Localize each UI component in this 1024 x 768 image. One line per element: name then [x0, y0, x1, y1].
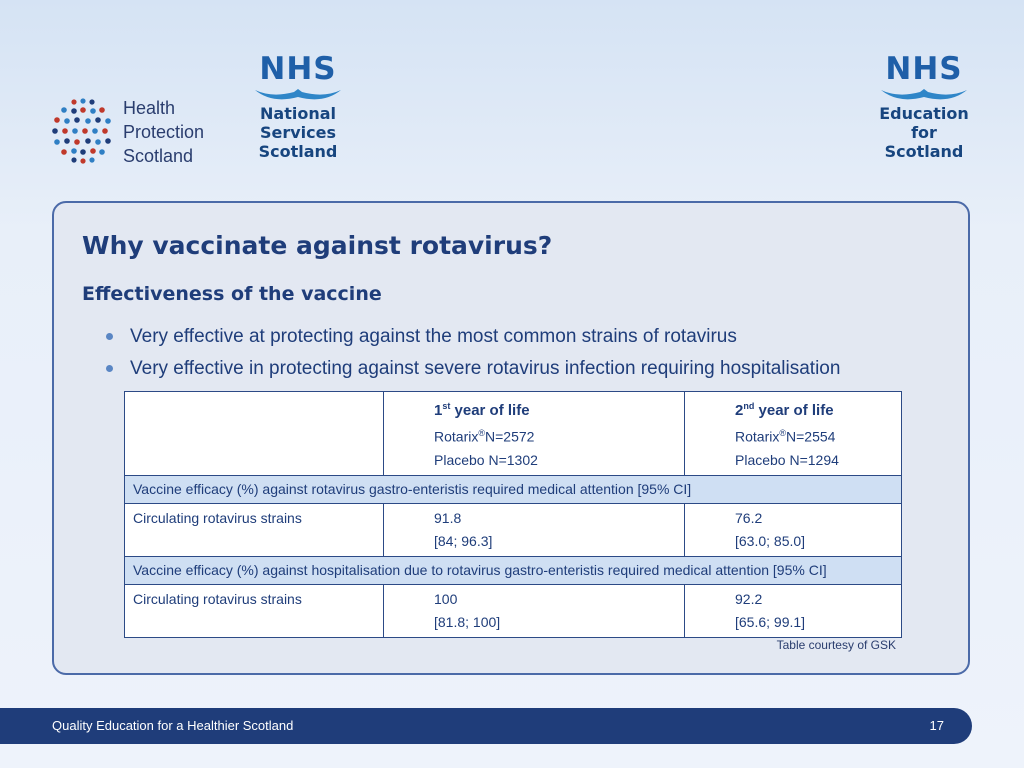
nss-line-1: National: [260, 104, 336, 123]
year-2-efficacy-cell: [685, 503, 902, 556]
bullet-list: [106, 321, 840, 385]
bullet-text: Very effective at protecting against the most common strains of rotavirus: [130, 326, 737, 347]
footer-tagline: Quality Education for a Healthier Scotland: [52, 718, 294, 733]
year-1-label: 1st year of life: [434, 401, 530, 419]
nhs-education-for-scotland-logo: [872, 52, 976, 161]
table-header-row: [125, 392, 902, 476]
nss-line-3: Scotland: [258, 142, 338, 161]
nhs-swoosh-icon: [878, 86, 970, 104]
bullet-item: [106, 321, 840, 353]
slide-subtitle: Effectiveness of the vaccine: [82, 283, 382, 305]
year-1-efficacy-cell: [384, 503, 685, 556]
confidence-interval: [65.6; 99.1]: [735, 613, 806, 630]
year-1-rotarix-n: Rotarix®N=2572: [434, 428, 535, 445]
empty-header-cell: [125, 392, 384, 476]
page-number: 17: [929, 718, 944, 733]
nes-line-1: Education: [879, 104, 969, 123]
year-1-placebo-n: Placebo N=1302: [434, 451, 538, 468]
table-courtesy-note: Table courtesy of GSK: [776, 638, 896, 652]
section-band-row: [125, 475, 902, 503]
year-2-header-cell: [685, 392, 902, 476]
nes-line-3: Scotland: [884, 142, 964, 161]
hps-line-1: Health: [123, 98, 176, 118]
hps-line-2: Protection: [123, 122, 205, 142]
row-label: Circulating rotavirus strains: [125, 584, 384, 637]
row-label: Circulating rotavirus strains: [125, 503, 384, 556]
efficacy-value: 92.2: [735, 590, 763, 607]
year-1-efficacy-cell: [384, 584, 685, 637]
efficacy-table: [124, 391, 902, 638]
band-medical-attention: Vaccine efficacy (%) against rotavirus gastro-enteristis required medical attention [95% CI]: [125, 475, 902, 503]
nhs-national-services-scotland-logo: [250, 52, 346, 161]
confidence-interval: [63.0; 85.0]: [735, 532, 806, 549]
bullet-dot-icon: [106, 365, 113, 372]
slide-title: Why vaccinate against rotavirus?: [82, 231, 553, 260]
confidence-interval: [84; 96.3]: [434, 532, 493, 549]
nss-line-2: Services: [259, 123, 337, 142]
hps-dots-icon: [52, 98, 114, 164]
efficacy-value: 76.2: [735, 509, 763, 526]
content-panel: [52, 201, 970, 675]
year-2-label: 2nd year of life: [735, 401, 834, 419]
year-2-efficacy-cell: [685, 584, 902, 637]
confidence-interval: [81.8; 100]: [434, 613, 501, 630]
year-2-placebo-n: Placebo N=1294: [735, 451, 839, 468]
efficacy-value: 100: [434, 590, 458, 607]
year-2-rotarix-n: Rotarix®N=2554: [735, 428, 836, 445]
footer-bar: [0, 708, 972, 744]
health-protection-scotland-logo: [52, 96, 222, 168]
nhs-swoosh-icon: [252, 86, 344, 104]
band-hospitalisation: Vaccine efficacy (%) against hospitalisation due to rotavirus gastro-enteristis required medical attention [95% CI]: [125, 556, 902, 584]
year-1-header-cell: [384, 392, 685, 476]
section-band-row: [125, 556, 902, 584]
nhs-wordmark: NHS: [259, 51, 337, 87]
table-row: [125, 584, 902, 637]
bullet-text: Very effective in protecting against severe rotavirus infection requiring hospitalisation: [130, 358, 841, 379]
bullet-dot-icon: [106, 333, 113, 340]
nhs-wordmark: NHS: [885, 51, 963, 87]
table-row: [125, 503, 902, 556]
bullet-item: [106, 353, 840, 385]
efficacy-value: 91.8: [434, 509, 462, 526]
hps-logo-text: [123, 96, 204, 168]
nes-line-2: for: [911, 123, 937, 142]
hps-line-3: Scotland: [123, 146, 194, 166]
